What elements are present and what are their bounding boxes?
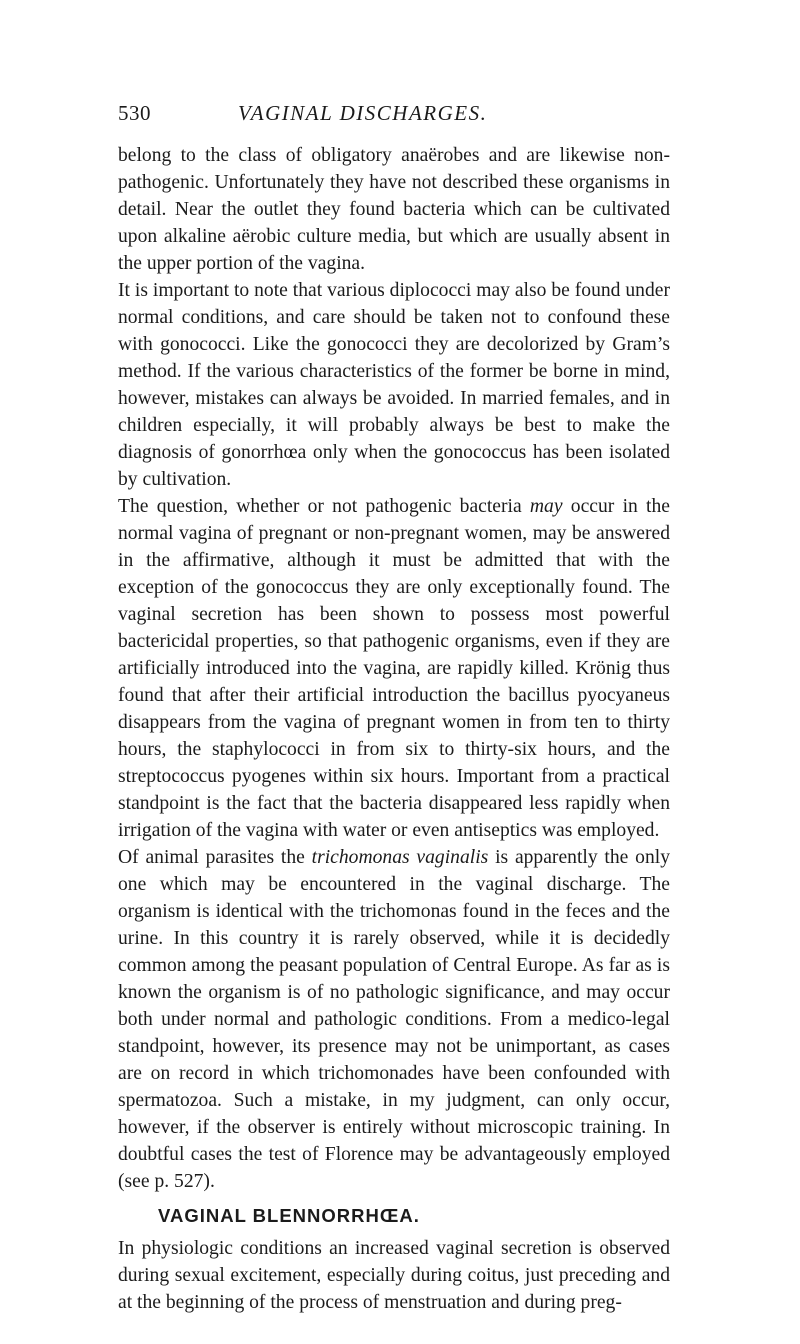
text-run: The question, whether or not pathogenic bacteria: [118, 496, 530, 517]
text-run: Of animal parasites the: [118, 847, 312, 868]
text-run: occur in the normal vagina of pregnant or non-pregnant women, may be answered in the affirmative, although it must be admitted that with the exception of the gonococcus they are only exceptionally found. The vaginal secretion has been shown to possess most powerful bactericidal properties, so that pathogenic organisms, even if they are artificially introduced into the vagina, are rapidly killed. Krönig thus found that after their artificial introduction the bacillus pyocyaneus disappears from the vagina of pregnant women in from ten to thirty hours, the staphylococci in from six to thirty-six hours, and the streptococcus pyogenes within six hours. Important from a practical standpoint is the fact that the bacteria disappeared less rapidly when irrigation of the vagina with water or even antiseptics was employed.: [118, 496, 670, 841]
page-header: [118, 101, 668, 137]
page-number: 530: [118, 101, 151, 125]
paragraph-blennorrhoea: In physiologic conditions an increased vaginal secretion is observed during sexual excitement, especially during coitus, just preceding and at the beginning of the process of menstruation and during preg-: [118, 1238, 670, 1313]
body-text: [118, 142, 670, 1316]
italic-term: trichomonas vaginalis: [311, 847, 489, 868]
running-title: VAGINAL DISCHARGES.: [238, 101, 488, 125]
paragraph-pathogenic-bacteria: [118, 493, 670, 844]
paragraph-diplococci: It is important to note that various diplococci may also be found under normal conditions, and care should be taken not to confound these with gonococci. Like the gonococci they are decolorized by Gram’s method. If the various characteristics of the former be borne in mind, however, mistakes can always be avoided. In married females, and in children especially, it will probably always be best to make the diagnosis of gonorrhœa only when the gonococcus has been isolated by cultivation.: [118, 280, 670, 490]
section-heading: VAGINAL BLENNORRHŒA.: [158, 1205, 420, 1226]
text-run: is apparently the only one which may be encountered in the vaginal discharge. The organism is identical with the trichomonas found in the feces and the urine. In this country it is rarely observed, while it is decidedly common among the peasant population of Central Europe. As far as is known the organism is of no pathologic significance, and may occur both under normal and pathologic conditions. From a medico-legal standpoint, however, its presence may not be unimportant, as cases are on record in which trichomonades have been confounded with spermatozoa. Such a mistake, in my judgment, can only occur, however, if the observer is entirely without microscopic training. In doubtful cases the test of Florence may be advantageously employed (see p. 527).: [118, 847, 670, 1192]
italic-term: may: [529, 496, 563, 517]
paragraph-continued: belong to the class of obligatory anaërobes and are likewise non-pathogenic. Unfortunately they have not described these organisms in detail. Near the outlet they found bacteria which can be cultivated upon alkaline aërobic culture media, but which are usually absent in the upper portion of the vagina.: [118, 145, 670, 274]
paragraph-trichomonas: [118, 844, 670, 1195]
